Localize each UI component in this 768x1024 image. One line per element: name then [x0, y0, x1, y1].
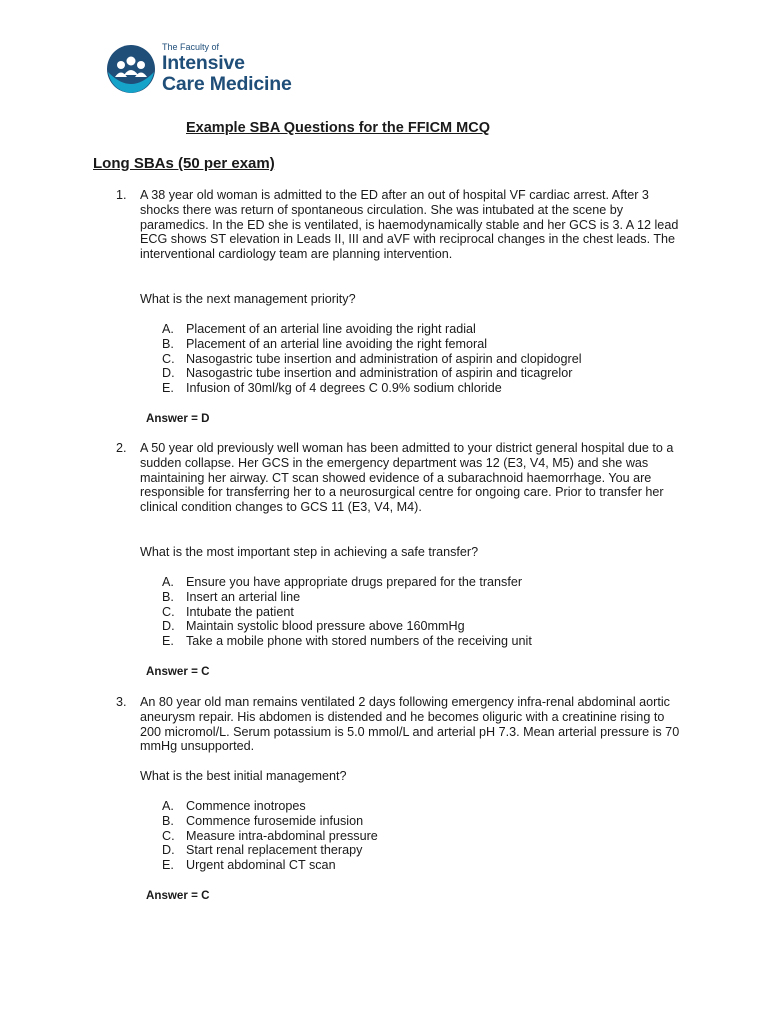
option-a [162, 799, 682, 814]
option-letter: B. [162, 336, 174, 351]
question-stem: A 38 year old woman is admitted to the ED after an out of hospital VF cardiac arrest. After 3 shocks there was return of spontaneous circulation. She was intubated at the scene by paramedics. In the ED she is ventilated, is haemodynamically stable and her GCS is 3. A 12 lead ECG shows ST elevation in Leads II, III and aVF with reciprocal changes in the chest leads. The interventional cardiology team are planning intervention. [140, 188, 679, 262]
answer-label: Answer = C [146, 889, 210, 902]
option-text: Commence furosemide infusion [186, 813, 364, 828]
option-d [162, 619, 682, 634]
logo-people-icon [106, 44, 156, 94]
logo-line-1: The Faculty of [162, 42, 220, 52]
question-number: 2. [116, 441, 127, 455]
option-a [162, 575, 682, 590]
option-letter: A. [162, 799, 174, 813]
option-text: Take a mobile phone with stored numbers of the receiving unit [186, 634, 532, 649]
option-letter: B. [162, 813, 174, 828]
option-text: Infusion of 30ml/kg of 4 degrees C 0.9% sodium chloride [186, 381, 502, 396]
option-b [162, 814, 682, 829]
option-c [162, 352, 682, 367]
option-text: Placement of an arterial line avoiding the right radial [186, 322, 476, 336]
option-text: Measure intra-abdominal pressure [186, 828, 378, 843]
option-e [162, 381, 682, 396]
answer-label: Answer = D [146, 412, 210, 425]
option-letter: A. [162, 575, 174, 589]
question-prompt: What is the next management priority? [140, 292, 356, 306]
option-letter: C. [162, 351, 175, 366]
option-e [162, 634, 682, 649]
option-letter: C. [162, 828, 175, 843]
option-c [162, 605, 682, 620]
option-text: Urgent abdominal CT scan [186, 858, 336, 873]
option-text: Start renal replacement therapy [186, 843, 363, 858]
option-letter: D. [162, 843, 175, 858]
faculty-logo [106, 42, 292, 95]
option-text: Insert an arterial line [186, 589, 301, 604]
document-title: Example SBA Questions for the FFICM MCQ [186, 120, 490, 136]
option-text: Nasogastric tube insertion and administration of aspirin and clopidogrel [186, 351, 582, 366]
option-letter: E. [162, 381, 174, 396]
logo-line-2: Intensive [162, 52, 245, 74]
options-list [162, 799, 682, 873]
options-list [162, 575, 682, 649]
option-letter: E. [162, 858, 174, 873]
option-text: Intubate the patient [186, 604, 294, 619]
option-letter: A. [162, 322, 174, 336]
option-text: Placement of an arterial line avoiding the right femoral [186, 336, 488, 351]
option-letter: D. [162, 366, 175, 381]
option-letter: D. [162, 619, 175, 634]
question-number: 3. [116, 695, 127, 709]
question-stem: A 50 year old previously well woman has been admitted to your district general hospital due to a sudden collapse. Her GCS in the emergency department was 12 (E3, V4, M5) and she was maintaining her airway. CT scan showed evidence of a subarachnoid haemorrhage. You are responsible for transferring her to a neurosurgical centre for ongoing care. Prior to transfer her clinical condition changes to GCS 11 (E3, V4, M4). [140, 441, 674, 515]
option-d [162, 366, 682, 381]
answer-label: Answer = C [146, 665, 210, 678]
question-prompt: What is the best initial management? [140, 769, 347, 783]
option-letter: B. [162, 589, 174, 604]
option-e [162, 858, 682, 873]
option-b [162, 590, 682, 605]
option-a [162, 322, 682, 337]
option-d [162, 843, 682, 858]
section-heading: Long SBAs (50 per exam) [93, 155, 275, 172]
question-prompt: What is the most important step in achieving a safe transfer? [140, 545, 479, 559]
options-list [162, 322, 682, 396]
question-stem: An 80 year old man remains ventilated 2 days following emergency infra-renal abdominal aortic aneurysm repair. His abdomen is distended and he becomes oliguric with a creatinine rising to 200 micromol/L. Serum potassium is 5.0 mmol/L and arterial pH 7.3. Mean arterial pressure is 70 mmHg unsupported. [140, 695, 680, 754]
option-letter: E. [162, 634, 174, 649]
question-number: 1. [116, 188, 127, 202]
option-b [162, 337, 682, 352]
option-text: Commence inotropes [186, 799, 306, 813]
option-c [162, 829, 682, 844]
logo-line-3: Care Medicine [162, 73, 292, 95]
option-text: Nasogastric tube insertion and administration of aspirin and ticagrelor [186, 366, 573, 381]
option-letter: C. [162, 604, 175, 619]
option-text: Maintain systolic blood pressure above 160mmHg [186, 619, 465, 634]
option-text: Ensure you have appropriate drugs prepared for the transfer [186, 575, 523, 589]
